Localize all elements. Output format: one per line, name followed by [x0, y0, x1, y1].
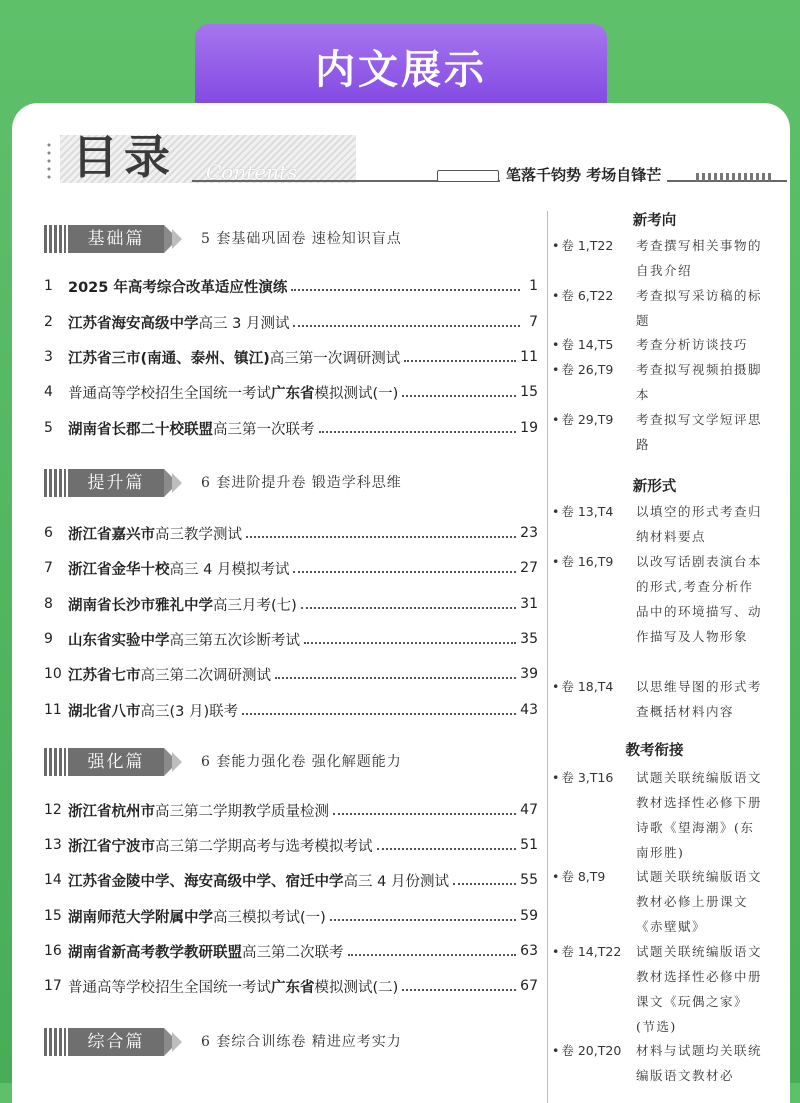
section-description: 6 套能力强化卷 强化解题能力: [201, 754, 402, 770]
entry-title: [68, 629, 300, 650]
entry-number: 13: [44, 837, 62, 853]
entry-title-prefix: 普通高等学校招生全国统一考试: [68, 979, 271, 996]
section-tag: 提升篇: [68, 469, 164, 497]
entry-title-bold: 湖南师范大学附属中学: [68, 909, 213, 926]
entry-title-bold: 江苏省七市: [68, 667, 141, 684]
sidebar-item: [552, 499, 762, 549]
entry-title: [68, 700, 238, 721]
entry-title-rest: 高三(3 月)联考: [140, 703, 239, 720]
toc-entry: [44, 309, 538, 335]
toc-entry: [44, 344, 538, 370]
entry-title: [68, 347, 400, 368]
sidebar-item-text: 考查拟写采访稿的标题: [636, 288, 763, 328]
toc-entry: [44, 797, 538, 823]
dot-leader: [293, 571, 516, 573]
sidebar-item: [552, 864, 762, 939]
toc-entry: [44, 867, 538, 893]
entry-title: [68, 976, 398, 997]
entry-page: 47: [520, 802, 538, 818]
dot-leader: [275, 677, 516, 679]
entry-number: 5: [44, 420, 53, 436]
header-slogan: 笔落千钧势 考场自锋芒: [500, 164, 667, 186]
section-header: [44, 465, 554, 501]
entry-title: [68, 835, 373, 856]
entry-title-rest: 模拟测试(二): [314, 979, 399, 996]
section-header: [44, 1024, 554, 1060]
toc-entry: [44, 973, 538, 999]
dot-leader: [453, 883, 516, 885]
entry-title-rest: 高三教学测试: [155, 526, 242, 543]
entry-title-rest: 高三第一次联考: [213, 421, 315, 438]
entry-title-bold: 广东省: [271, 979, 315, 996]
column-divider: [547, 211, 548, 1103]
entry-title-bold: 江苏省三市(南通、泰州、镇江): [68, 350, 270, 367]
sidebar-item-label: • 卷 8,T9: [552, 864, 605, 889]
sidebar-item-label: • 卷 14,T5: [552, 332, 613, 357]
sidebar-item: [552, 549, 762, 649]
dot-leader: [377, 848, 517, 850]
entry-number: 11: [44, 702, 62, 718]
entry-number: 17: [44, 978, 62, 994]
entry-page: 7: [529, 314, 538, 330]
entry-title-rest: 高三第二次联考: [242, 944, 344, 961]
sidebar-item-text: 考查分析访谈技巧: [636, 337, 749, 352]
sidebar-heading: 新考向: [632, 213, 677, 229]
dot-leader: [293, 325, 520, 327]
sidebar-heading: 新形式: [632, 479, 677, 495]
entry-page: 39: [520, 666, 538, 682]
entry-number: 3: [44, 349, 53, 365]
entry-title-rest: 高三 4 月模拟考试: [169, 561, 290, 578]
entry-number: 8: [44, 596, 53, 612]
toc-entry: [44, 626, 538, 652]
dot-leader: [301, 607, 516, 609]
toc-entry: [44, 938, 538, 964]
entry-title-bold: 2025 年高考综合改革适应性演练: [68, 279, 288, 296]
entry-title: [68, 594, 297, 615]
sidebar-heading: 教考衔接: [625, 743, 684, 759]
toc-entry: [44, 832, 538, 858]
sidebar-item: [552, 407, 762, 457]
entry-title-rest: 高三 3 月测试: [198, 315, 290, 332]
entry-page: 23: [520, 525, 538, 541]
sidebar-item-text: 试题关联统编版语文教材选择性必修下册诗歌《望海潮》(东南形胜): [636, 770, 763, 860]
dot-leader: [402, 395, 516, 397]
entry-title: [68, 664, 271, 685]
entry-page: 11: [520, 349, 538, 365]
sidebar-item: [552, 1038, 762, 1088]
entry-number: 10: [44, 666, 62, 682]
sidebar-item: [552, 939, 762, 1039]
entry-title: [68, 312, 289, 333]
entry-title: [68, 418, 315, 439]
entry-title: [68, 870, 449, 891]
section-tag: 基础篇: [68, 225, 164, 253]
entry-title-rest: 高三第二学期高考与选考模拟考试: [155, 838, 373, 855]
entry-number: 12: [44, 802, 62, 818]
toc-title: 目录: [72, 130, 176, 184]
entry-title-bold: 湖南省新高考教学教研联盟: [68, 944, 242, 961]
sidebar-item-label: • 卷 26,T9: [552, 357, 613, 382]
dot-leader: [246, 536, 516, 538]
toc-card: [12, 103, 790, 1103]
entry-title-rest: 高三第二学期教学质量检测: [155, 803, 329, 820]
entry-title-rest: 高三模拟考试(一): [213, 909, 326, 926]
entry-title-bold: 浙江省金华十校: [68, 561, 170, 578]
sidebar-item: [552, 357, 762, 407]
entry-number: 9: [44, 631, 53, 647]
dot-leader: [348, 954, 517, 956]
entry-number: 2: [44, 314, 53, 330]
sidebar-item-text: 材料与试题均关联统编版语文教材必: [636, 1043, 763, 1083]
sidebar-item: [552, 233, 762, 283]
header-stripes-decoration: [696, 173, 774, 181]
sidebar-item-text: 以填空的形式考查归纳材料要点: [636, 504, 763, 544]
dot-leader: [404, 360, 516, 362]
entry-page: 63: [520, 943, 538, 959]
pen-icon: [437, 170, 499, 182]
section-tag: 强化篇: [68, 748, 164, 776]
entry-title-bold: 湖北省八市: [68, 703, 141, 720]
entry-page: 15: [520, 384, 538, 400]
sidebar-item-text: 考查拟写文学短评思路: [636, 412, 763, 452]
entry-title-bold: 广东省: [271, 385, 315, 402]
entry-number: 7: [44, 560, 53, 576]
entry-number: 6: [44, 525, 53, 541]
sidebar-item: [552, 283, 762, 333]
arrow-icon: [172, 1032, 182, 1052]
entry-title-bold: 浙江省宁波市: [68, 838, 155, 855]
section-bars-decoration: [44, 225, 66, 253]
entry-page: 35: [520, 631, 538, 647]
toc-entry: [44, 379, 538, 405]
toc-entry: [44, 273, 538, 299]
toc-entry: [44, 903, 538, 929]
entry-title-bold: 浙江省杭州市: [68, 803, 155, 820]
dot-leader: [333, 813, 516, 815]
dot-leader: [330, 919, 516, 921]
banner-title: 内文展示: [315, 46, 487, 93]
page-banner: [195, 24, 607, 108]
entry-title: [68, 276, 287, 297]
sidebar-item-label: • 卷 6,T22: [552, 283, 613, 308]
sidebar-item-label: • 卷 18,T4: [552, 674, 613, 699]
entry-title-rest: 高三第二次调研测试: [140, 667, 271, 684]
dot-leader: [291, 289, 520, 291]
sidebar-item-label: • 卷 29,T9: [552, 407, 613, 432]
sidebar-item: [552, 674, 762, 724]
entry-title-bold: 江苏省海安高级中学: [68, 315, 199, 332]
arrow-icon: [172, 229, 182, 249]
entry-title: [68, 800, 329, 821]
sidebar-item: [552, 332, 762, 357]
entry-title-rest: 模拟测试(一): [314, 385, 399, 402]
section-bars-decoration: [44, 469, 66, 497]
toc-entry: [44, 661, 538, 687]
entry-number: 1: [44, 278, 53, 294]
entry-title: [68, 906, 326, 927]
toc-entry: [44, 520, 538, 546]
section-header: [44, 744, 554, 780]
toc-entry: [44, 415, 538, 441]
section-tag: 综合篇: [68, 1028, 164, 1056]
dot-leader: [304, 642, 516, 644]
entry-page: 27: [520, 560, 538, 576]
entry-title-rest: 高三 4 月份测试: [343, 873, 449, 890]
entry-page: 31: [520, 596, 538, 612]
sidebar-item-label: • 卷 13,T4: [552, 499, 613, 524]
entry-title-bold: 江苏省金陵中学、海安高级中学、宿迁中学: [68, 873, 344, 890]
entry-page: 51: [520, 837, 538, 853]
entry-number: 15: [44, 908, 62, 924]
sidebar-item-text: 以改写话剧表演台本的形式,考查分析作品中的环境描写、动作描写及人物形象: [636, 554, 763, 644]
entry-page: 43: [520, 702, 538, 718]
sidebar-item-text: 以思维导图的形式考查概括材料内容: [636, 679, 763, 719]
sidebar-item: [552, 765, 762, 865]
entry-title: [68, 382, 398, 403]
dot-leader: [319, 431, 517, 433]
toc-entry: [44, 555, 538, 581]
header-dots-decoration: [44, 141, 54, 181]
entry-title-bold: 山东省实验中学: [68, 632, 170, 649]
sidebar-item-label: • 卷 14,T22: [552, 939, 621, 964]
dot-leader: [242, 713, 516, 715]
sidebar-item-text: 试题关联统编版语文教材必修上册课文《赤壁赋》: [636, 869, 763, 934]
section-bars-decoration: [44, 1028, 66, 1056]
sidebar-item-label: • 卷 16,T9: [552, 549, 613, 574]
dot-leader: [402, 989, 516, 991]
entry-title: [68, 941, 344, 962]
entry-title-rest: 高三月考(七): [213, 597, 297, 614]
entry-title-prefix: 普通高等学校招生全国统一考试: [68, 385, 271, 402]
entry-title-rest: 高三第五次诊断考试: [169, 632, 300, 649]
sidebar-item-text: 考查拟写视频拍摄脚本: [636, 362, 763, 402]
section-description: 6 套进阶提升卷 锻造学科思维: [201, 475, 402, 491]
sidebar-item-label: • 卷 20,T20: [552, 1038, 621, 1063]
sidebar-item-text: 考查撰写相关事物的自我介绍: [636, 238, 763, 278]
sidebar-item-label: • 卷 1,T22: [552, 233, 613, 258]
section-bars-decoration: [44, 748, 66, 776]
sidebar-item-text: 试题关联统编版语文教材选择性必修中册课文《玩偶之家》(节选): [636, 944, 763, 1034]
arrow-icon: [172, 752, 182, 772]
entry-number: 16: [44, 943, 62, 959]
toc-entry: [44, 697, 538, 723]
arrow-icon: [172, 473, 182, 493]
section-description: 6 套综合训练卷 精进应考实力: [201, 1034, 402, 1050]
section-header: [44, 221, 554, 257]
entry-page: 19: [520, 420, 538, 436]
toc-subtitle: Contents: [206, 160, 298, 184]
section-description: 5 套基础巩固卷 速检知识盲点: [201, 231, 402, 247]
entry-title: [68, 523, 242, 544]
entry-page: 1: [529, 278, 538, 294]
toc-entry: [44, 591, 538, 617]
entry-title-rest: 高三第一次调研测试: [269, 350, 401, 367]
entry-title-bold: 湖南省长郡二十校联盟: [68, 421, 213, 438]
entry-page: 59: [520, 908, 538, 924]
entry-page: 55: [520, 872, 538, 888]
entry-number: 14: [44, 872, 62, 888]
entry-number: 4: [44, 384, 53, 400]
entry-title-bold: 湖南省长沙市雅礼中学: [68, 597, 213, 614]
sidebar-item-label: • 卷 3,T16: [552, 765, 613, 790]
entry-title: [68, 558, 289, 579]
entry-title-bold: 浙江省嘉兴市: [68, 526, 155, 543]
entry-page: 67: [520, 978, 538, 994]
